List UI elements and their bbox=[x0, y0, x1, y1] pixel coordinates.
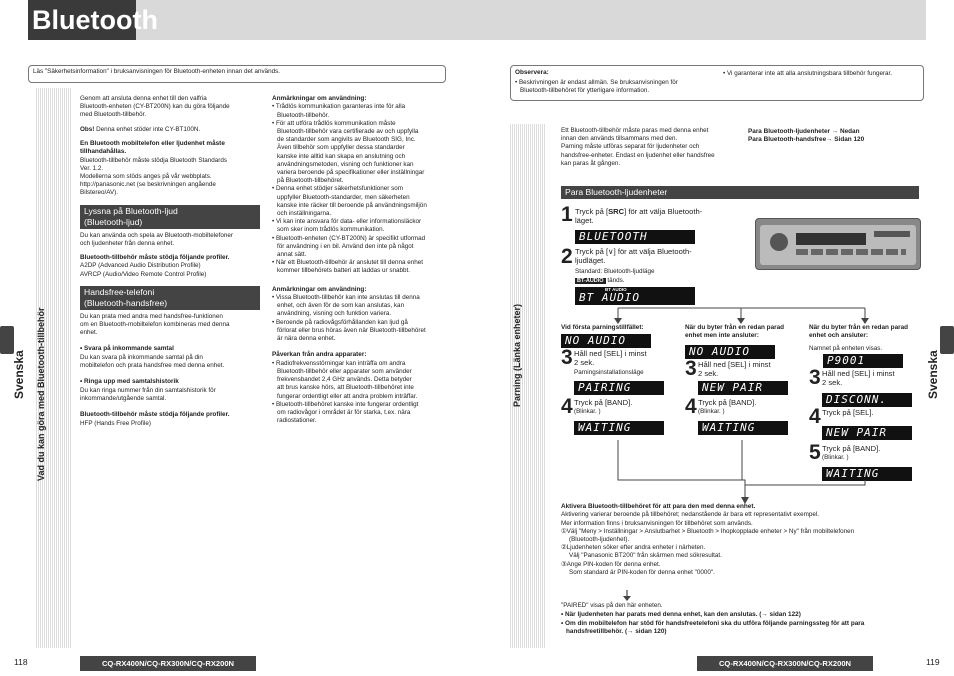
step-a4-sub: (Blinkar. ) bbox=[574, 408, 601, 415]
remarks-list-2: • Vissa Bluetooth-tillbehör kan inte anslutas till denna enhet, och även för de som kan anslutas, kan användning, visning och funktion variera. • Beroende på radiovågsförhållanden kan ljud gå förlorat eller brus höras även när Bluetooth-tillbehöret är nära denna enhet. bbox=[272, 294, 426, 343]
left-side-language: Svenska bbox=[12, 350, 26, 400]
lcd-b-no-audio: NO AUDIO bbox=[685, 345, 775, 359]
lcd-a-waiting: WAITING bbox=[574, 421, 664, 435]
final-note-2: • Om din mobiltelefon har stöd för handsfreetelefoni ska du utföra följande parningssteg för att para handsfreetillbehör. (→ sidan 120) bbox=[561, 620, 865, 636]
paired-note: "PAIRED" visas på den här enheten. bbox=[561, 602, 663, 609]
step-1-text: Tryck på [SRC] för att välja Bluetooth- läget. bbox=[575, 207, 703, 226]
step-b4-sub: (Blinkar. ) bbox=[698, 408, 725, 415]
call-history-text: Du kan ringa nummer från din samtalshistorik för inkommande/utgående samtal. bbox=[80, 386, 216, 402]
step-c5-text: Tryck på [BAND]. bbox=[822, 444, 881, 453]
remarks-list-1: • Trådlös kommunikation garanteras inte för alla Bluetooth-tillbehör. • För att utföra trådlös kommunikation måste Bluetooth-tillbehör vara certifierade av och uppfylla de standarder som angivits av Bluetooth SIG, Inc. Även tillbehör som uppfyller dessa standarder kanske inte alltid kan skapa en anslutning och användningsmetoden, visning och funktioner kan variera beroende på specifikationer eller inställningar på Bluetooth-tillbehöret. • Denna enhet stödjer säkerhetsfunktioner som uppfyller Bluetooth-standarder, men säkerheten kanske inte räcker till beroende på användningsmiljön och inställningarna. • Vi kan inte ansvara för data- eller informationsläckor som sker inom trådlös kommunikation. • Bluetooth-enheten (CY-BT200N) är specifikt utformad för användning i en bil. Använd den inte på något annat sätt. • När ett Bluetooth-tillbehör är anslutet till denna enhet kommer tillbehörets batteri att laddas ur snabbt. bbox=[272, 103, 427, 275]
footer-model-left: CQ-RX400N/CQ-RX300N/CQ-RX200N bbox=[80, 656, 256, 671]
lcd-c-device-name: P9001 bbox=[823, 354, 903, 368]
stereo-logo-icon bbox=[874, 231, 910, 237]
remarks-title-2: Anmärkningar om användning: bbox=[272, 285, 367, 293]
lcd-c-new-pair: NEW PAIR bbox=[822, 426, 912, 440]
step-b4-text: Tryck på [BAND]. bbox=[698, 398, 757, 407]
interference-list: • Radiofrekvensstörningar kan inträffa om andra Bluetooth-tillbehör eller apparater som använder frekvensbandet 2,4 GHz används. Detta betyder att brus kanske hörs, att Bluetooth-tillbehöret inte fungerar ordentligt eller att andra problem inträffar. • Bluetooth-tillbehöret kanske inte fungerar ordentligt om radiovågor i området är för starka, t.ex. nära radiostationer. bbox=[272, 359, 419, 425]
answer-calls-text: Du kan svara på inkommande samtal på din mobiltelefon och prata handsfree med denna enhet. bbox=[80, 353, 225, 370]
page-number-left: 118 bbox=[14, 657, 28, 667]
pairing-refs: Para Bluetooth-ljudenheter → Nedan Para Bluetooth-handsfree→ Sidan 120 bbox=[748, 128, 865, 144]
step-a3-text: Håll ned [SEL] i minst 2 sek. bbox=[574, 349, 647, 368]
observera-right: • Vi garanterar inte att alla anslutningsbara tillbehör fungerar. bbox=[723, 70, 893, 77]
bullet-call-history: • Ringa upp med samtalshistorik bbox=[80, 378, 179, 386]
arrow-down-icon bbox=[620, 590, 634, 602]
lcd-bluetooth: BLUETOOTH bbox=[575, 230, 695, 244]
col-c-title: När du byter från en redan parad enhet och ansluter: bbox=[809, 324, 909, 340]
col-b-title: När du byter från en redan parad enhet men inte ansluter: bbox=[685, 324, 785, 340]
activate-section bbox=[561, 503, 923, 577]
step-2-number: 2 bbox=[561, 245, 573, 268]
bullet-answer-calls: • Svara på inkommande samtal bbox=[80, 345, 174, 353]
step-1-number: 1 bbox=[561, 203, 573, 226]
step-a3-sub: Parningsinstallationsläge bbox=[574, 369, 644, 376]
heading-bluetooth-audio: Lyssna på Bluetooth-ljud (Bluetooth-ljud) bbox=[80, 205, 260, 229]
handsfree-profile: HFP (Hands Free Profile) bbox=[80, 419, 151, 427]
handsfree-profiles-req: Bluetooth-tillbehör måste stödja följande profiler. bbox=[80, 411, 230, 419]
left-side-section: Vad du kan göra med Bluetooth-tillbehör bbox=[36, 307, 46, 481]
bt-audio-profiles: A2DP (Advanced Audio Distribution Profile) AVRCP (Audio/Video Remote Control Profile) bbox=[80, 262, 207, 278]
step-c5-number: 5 bbox=[809, 441, 821, 464]
step-b3-text: Håll ned [SEL] i minst 2 sek. bbox=[698, 360, 771, 379]
heading-pair-audio: Para Bluetooth-ljudenheter bbox=[561, 186, 919, 199]
requirement-text: Bluetooth-tillbehör måste stödja Bluetooth Standards Ver. 1.2. Modellerna som stöds anges på vår webbplats. http://panasonic.net (se beskrivningen angående Bilstereo/AV). bbox=[80, 156, 228, 197]
requirement-bold: En Bluetooth mobiltelefon eller ljudenhet måste tillhandahållas. bbox=[80, 139, 225, 156]
lcd-b-waiting: WAITING bbox=[698, 421, 788, 435]
header-bar bbox=[28, 0, 926, 40]
step-a3-number: 3 bbox=[561, 346, 573, 369]
intro-text: Genom att ansluta denna enhet till den valfria Bluetooth-enheten (CY-BT200N) kan du göra följande med Bluetooth-tillbehör. bbox=[80, 95, 230, 119]
lcd-a-pairing: PAIRING bbox=[574, 381, 664, 395]
observera-title: Observera: bbox=[515, 69, 549, 76]
bt-audio-badge: BT-AUDIO bbox=[577, 278, 604, 284]
step-2-indicator: BT-AUDIO tänds. bbox=[577, 277, 625, 284]
col-c-sub: Namnet på enheten visas. bbox=[809, 345, 883, 352]
car-stereo-illustration bbox=[755, 218, 921, 270]
right-intro: Ett Bluetooth-tillbehör måste paras med denna enhet innan den används tillsammans med den. Parning måste utföras separat för ljudenheter och handsfree-enheter. Endast en ljudenhet eller handsfree kan paras åt gången. bbox=[561, 127, 715, 167]
stereo-buttons bbox=[796, 249, 906, 255]
lcd-c-waiting: WAITING bbox=[822, 467, 912, 481]
observera-box bbox=[510, 65, 924, 101]
left-col2 bbox=[272, 95, 448, 425]
activate-lines: Aktivering varierar beroende på tillbehöret; nedanstående är bara ett representativt exempel. Mer information finns i bruksanvisningen för tillbehöret som används. ①Välj "Meny > Inställningar > Anslutbarhet > Bluetooth > Ihopkopplade enheter > Ny" från mobiltelefonen (Bluetooth-ljudenhet). ②Ljudenheten söker efter andra enheter i närheten. Välj "Panasonic BT200" från skärmen med sökresultat. ③Ange PIN-koden för denna enhet. Som standard är PIN-koden för denna enhet "0000". bbox=[561, 511, 855, 576]
stereo-display bbox=[796, 233, 866, 245]
right-side-language: Svenska bbox=[926, 350, 940, 400]
safety-notice: Läs "Säkerhetsinformation" i bruksanvisningen för Bluetooth-enheten innan det används. bbox=[28, 65, 446, 83]
bt-audio-text: Du kan använda och spela av Bluetooth-mobiltelefoner och ljudenheter från denna enhet. bbox=[80, 231, 233, 247]
step-c3-text: Håll ned [SEL] i minst 2 sek. bbox=[822, 369, 895, 388]
step-2-standard: Standard: Bluetooth-ljudläge bbox=[575, 268, 655, 275]
handsfree-text: Du kan prata med andra med handsfree-funktionen om en Bluetooth-mobiltelefon kombineras med denna enhet. bbox=[80, 312, 230, 337]
lcd-a-no-audio: NO AUDIO bbox=[561, 334, 651, 348]
step-b4-number: 4 bbox=[685, 395, 697, 418]
page-title: Bluetooth bbox=[28, 0, 136, 40]
stereo-knob-icon bbox=[770, 233, 788, 251]
lcd-b-new-pair: NEW PAIR bbox=[698, 381, 788, 395]
page-number-right: 119 bbox=[926, 657, 940, 667]
interference-title: Påverkan från andra apparater: bbox=[272, 351, 367, 359]
step-a4-text: Tryck på [BAND]. bbox=[574, 398, 633, 407]
step-b3-number: 3 bbox=[685, 357, 697, 380]
right-side-section: Parning (Länka enheter) bbox=[512, 303, 522, 407]
observera-left: • Beskrivningen är endast allmän. Se bruksanvisningen för Bluetooth-tillbehöret för ytterligare information. bbox=[515, 79, 678, 95]
activate-title: Aktivera Bluetooth-tillbehöret för att para den med denna enhet. bbox=[561, 503, 756, 510]
step-c3-number: 3 bbox=[809, 366, 821, 389]
footer-model-right: CQ-RX400N/CQ-RX300N/CQ-RX200N bbox=[697, 656, 873, 671]
step-c4-text: Tryck på [SEL]. bbox=[822, 408, 874, 417]
flow-arrows bbox=[560, 300, 940, 510]
final-note-1: • När ljudenheten har parats med denna enhet, kan den anslutas. (→ sidan 122) bbox=[561, 611, 801, 618]
lcd-bt-audio: BT AUDIO BT AUDIO bbox=[575, 287, 695, 305]
remarks-title-1: Anmärkningar om användning: bbox=[272, 95, 367, 102]
step-a4-number: 4 bbox=[561, 395, 573, 418]
left-col1 bbox=[80, 95, 260, 428]
col-a-title: Vid första parningstillfället: bbox=[561, 324, 644, 331]
lcd-c-disconn: DISCONN. bbox=[822, 393, 912, 407]
heading-handsfree: Handsfree-telefoni (Bluetooth-handsfree) bbox=[80, 286, 260, 310]
obs-note: Obs! Denna enhet stöder inte CY-BT100N. bbox=[80, 125, 201, 133]
bt-audio-profiles-req: Bluetooth-tillbehör måste stödja följande profiler. bbox=[80, 254, 230, 262]
step-c5-sub: (Blinkar. ) bbox=[822, 454, 849, 461]
step-c4-number: 4 bbox=[809, 405, 821, 428]
step-2-text: Tryck på [∨] för att välja Bluetooth- ljudläget. bbox=[575, 247, 692, 266]
